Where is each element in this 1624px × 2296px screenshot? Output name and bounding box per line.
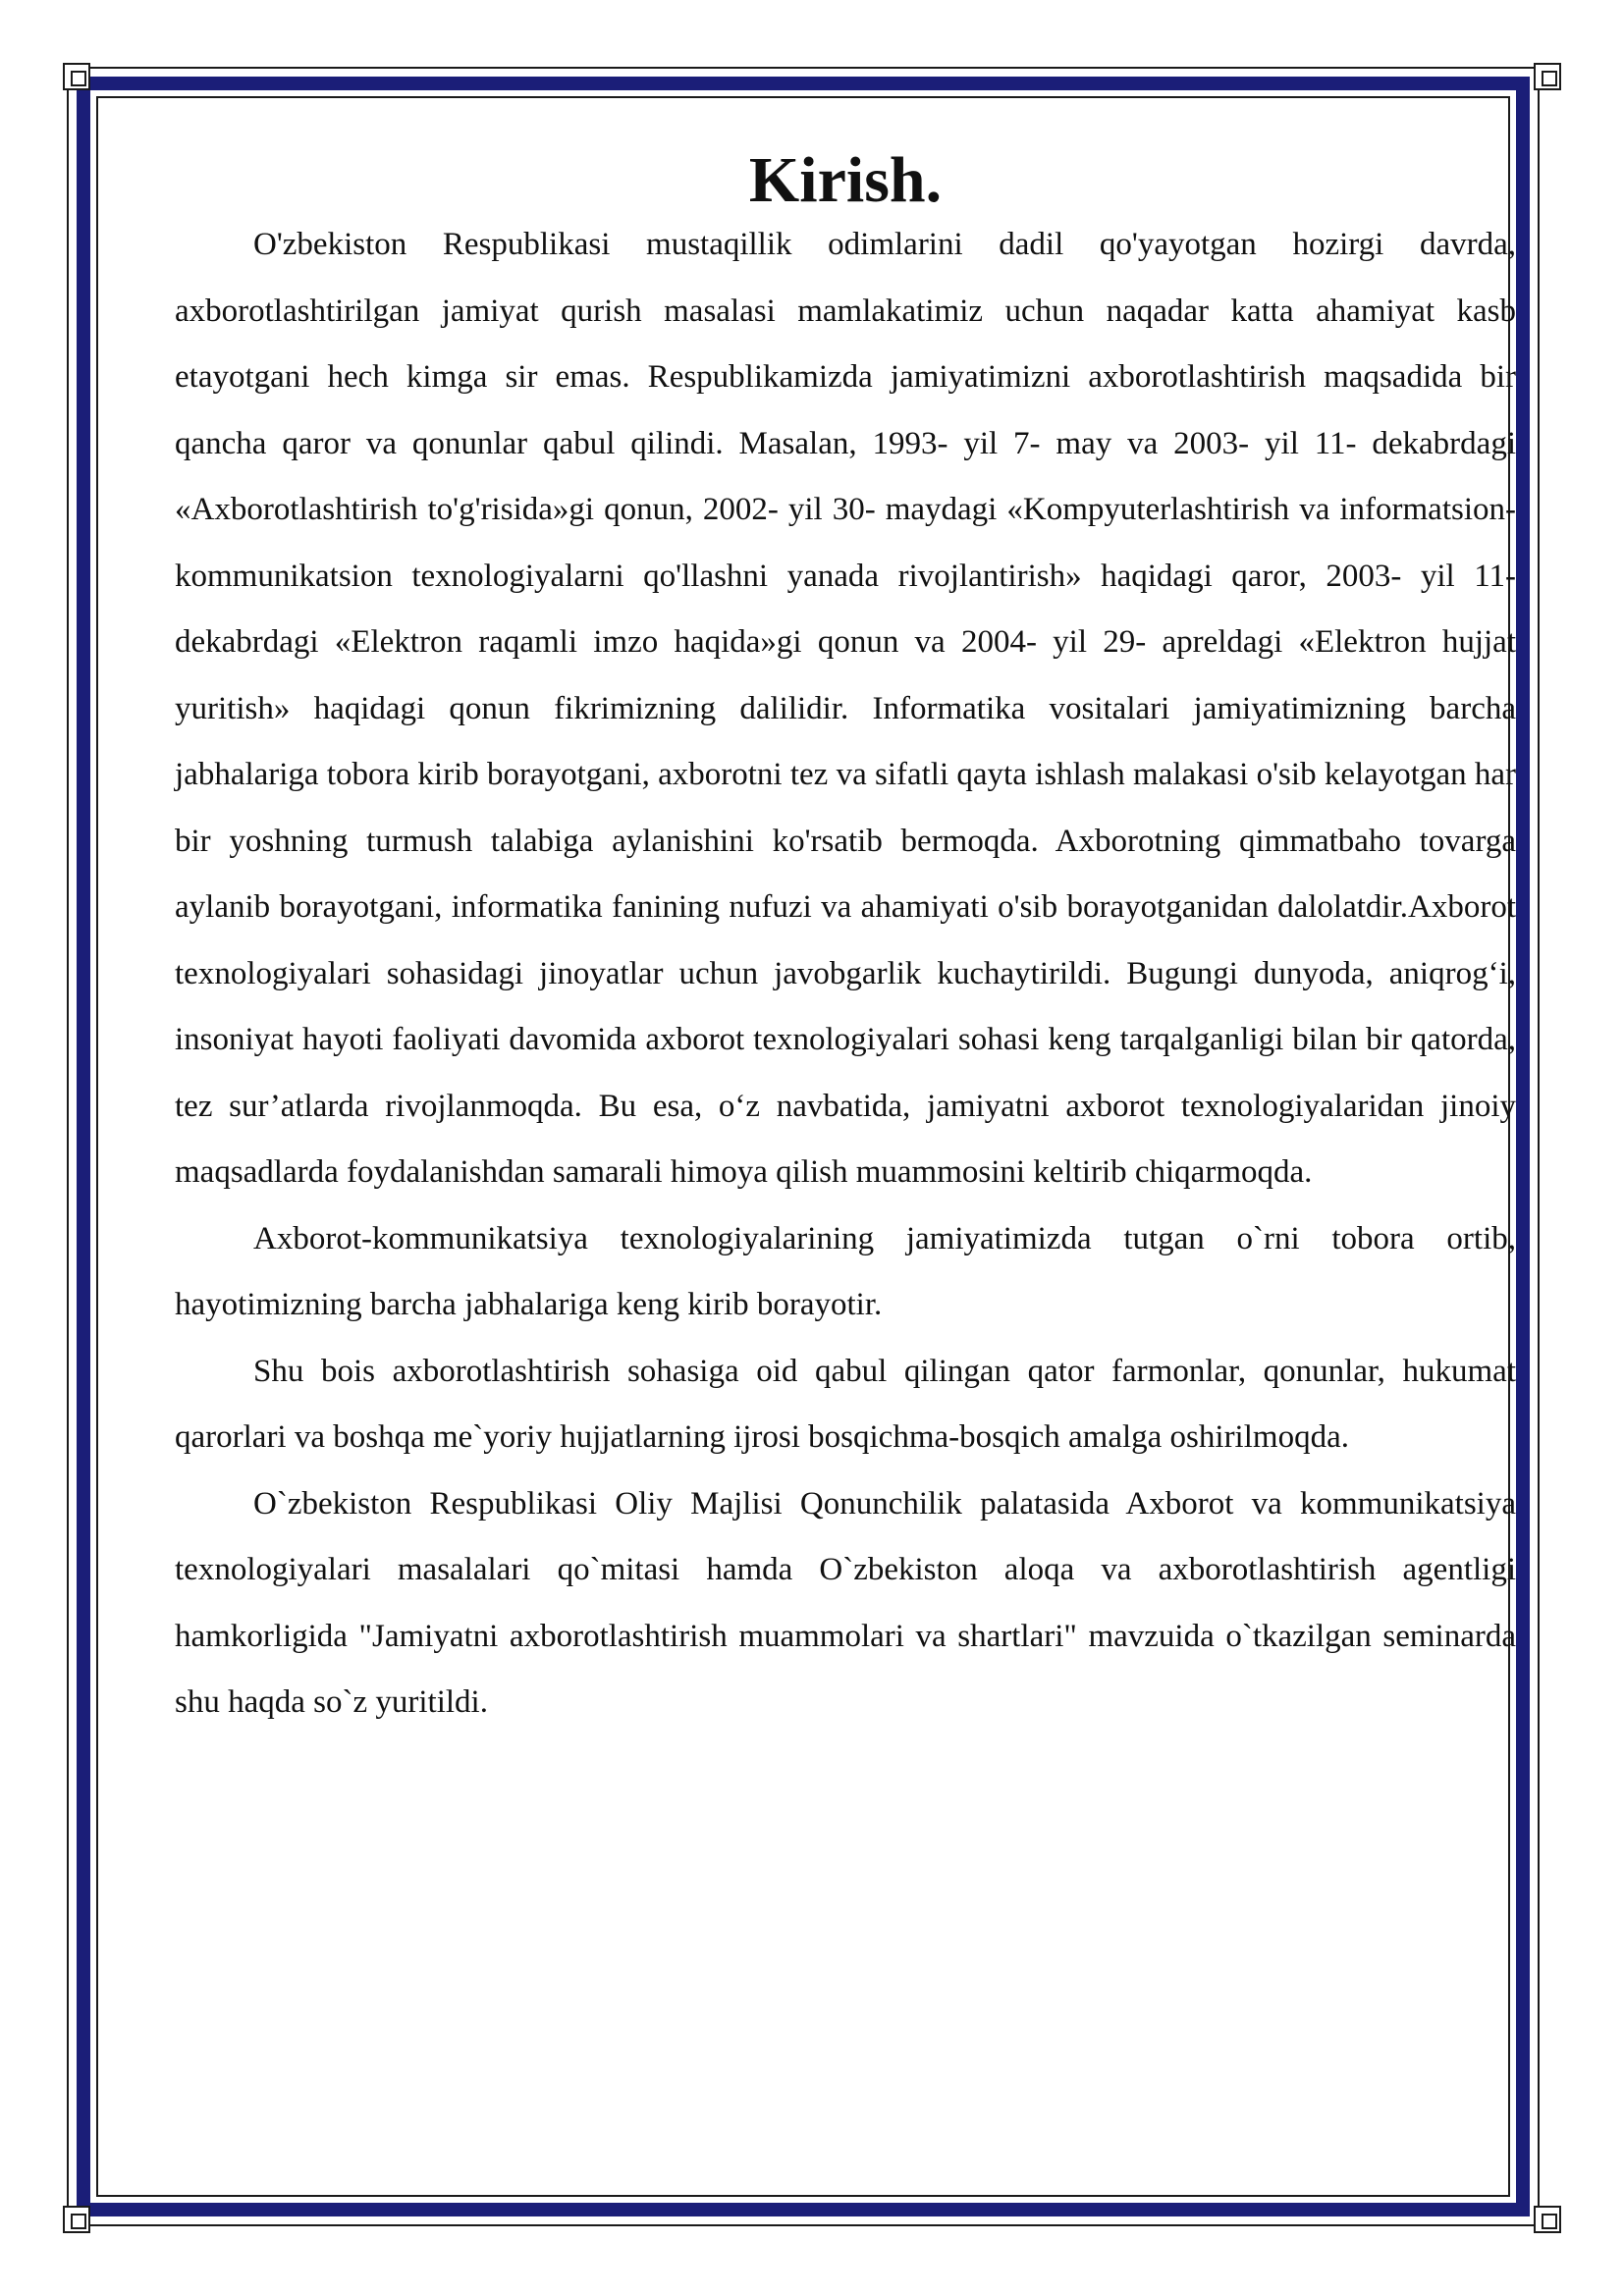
corner-ornament-top-left xyxy=(63,63,90,90)
paragraph: Axborot-kommunikatsiya texnologiyalarining jamiyatimizda tutgan o`rni tobora ortib, hayotimizning barcha jabhalariga keng kirib borayotir. xyxy=(175,1220,1516,1322)
document-title: Kirish. xyxy=(748,144,943,216)
paragraph: Shu bois axborotlashtirish sohasiga oid qabul qilingan qator farmonlar, qonunlar, hukumat qarorlari va boshqa me`yoriy hujjatlarning ijrosi bosqichma-bosqich amalga oshirilmoqda. xyxy=(175,1353,1516,1455)
corner-ornament-top-right xyxy=(1534,63,1561,90)
paragraph: O'zbekiston Respublikasi mustaqillik odimlarini dadil qo'yayotgan hozirgi davrda, axborotlashtirilgan jamiyat qurish masalasi mamlakatimiz uchun naqadar katta ahamiyat kasb etayotgani hech kimga sir emas. Respublikamizda jamiyatimizni axborotlashtirish maqsadida bir qancha qaror va qonunlar qabul qilindi. Masalan, 1993- yil 7- may va 2003- yil 11- dekabrdagi «Axborotlashtirish to'g'risida»gi qonun, 2002- yil 30- maydagi «Kompyuterlashtirish va informatsion-kommunikatsion texnologiyalarni qo'llashni yanada rivojlantirish» haqidagi qaror, 2003- yil 11- dekabrdagi «Elektron raqamli imzo haqida»gi qonun va 2004- yil 29- apreldagi «Elektron hujjat yuritish» haqidagi qonun fikrimizning dalilidir. Informatika vositalari jamiyatimizning barcha jabhalariga tobora kirib borayotgani, axborotni tez va sifatli qayta ishlash malakasi o'sib kelayotgan har bir yoshning turmush talabiga aylanishini ko'rsatib bermoqda. Axborotning qimmatbaho tovarga aylanib borayotgani, informatika fanining nufuzi va ahamiyati o'sib borayotganidan dalolatdir.Axborot texnologiyalari sohasidagi jinoyatlar uchun javobgarlik kuchaytirildi. Bugungi dunyoda, aniqrog‘i, insoniyat hayoti faoliyati davomida axborot texnologiyalari sohasi keng tarqalganligi bilan bir qatorda, tez sur’atlarda rivojlanmoqda. Bu esa, o‘z navbatida, jamiyatni axborot texnologiyalaridan jinoiy maqsadlarda foydalanishdan samarali himoya qilish muammosini keltirib chiqarmoqda. xyxy=(175,227,1516,1190)
corner-ornament-bottom-right xyxy=(1534,2206,1561,2233)
paragraph: O`zbekiston Respublikasi Oliy Majlisi Qonunchilik palatasida Axborot va kommunikatsiya texnologiyalari masalalari qo`mitasi hamda O`zbekiston aloqa va axborotlashtirish agentligi hamkorligida "Jamiyatni axborotlashtirish muammolari va shartlari" mavzuida o`tkazilgan seminarda shu haqda so`z yuritildi. xyxy=(175,1485,1516,1720)
corner-ornament-bottom-left xyxy=(63,2206,90,2233)
document-body xyxy=(175,144,1516,1736)
